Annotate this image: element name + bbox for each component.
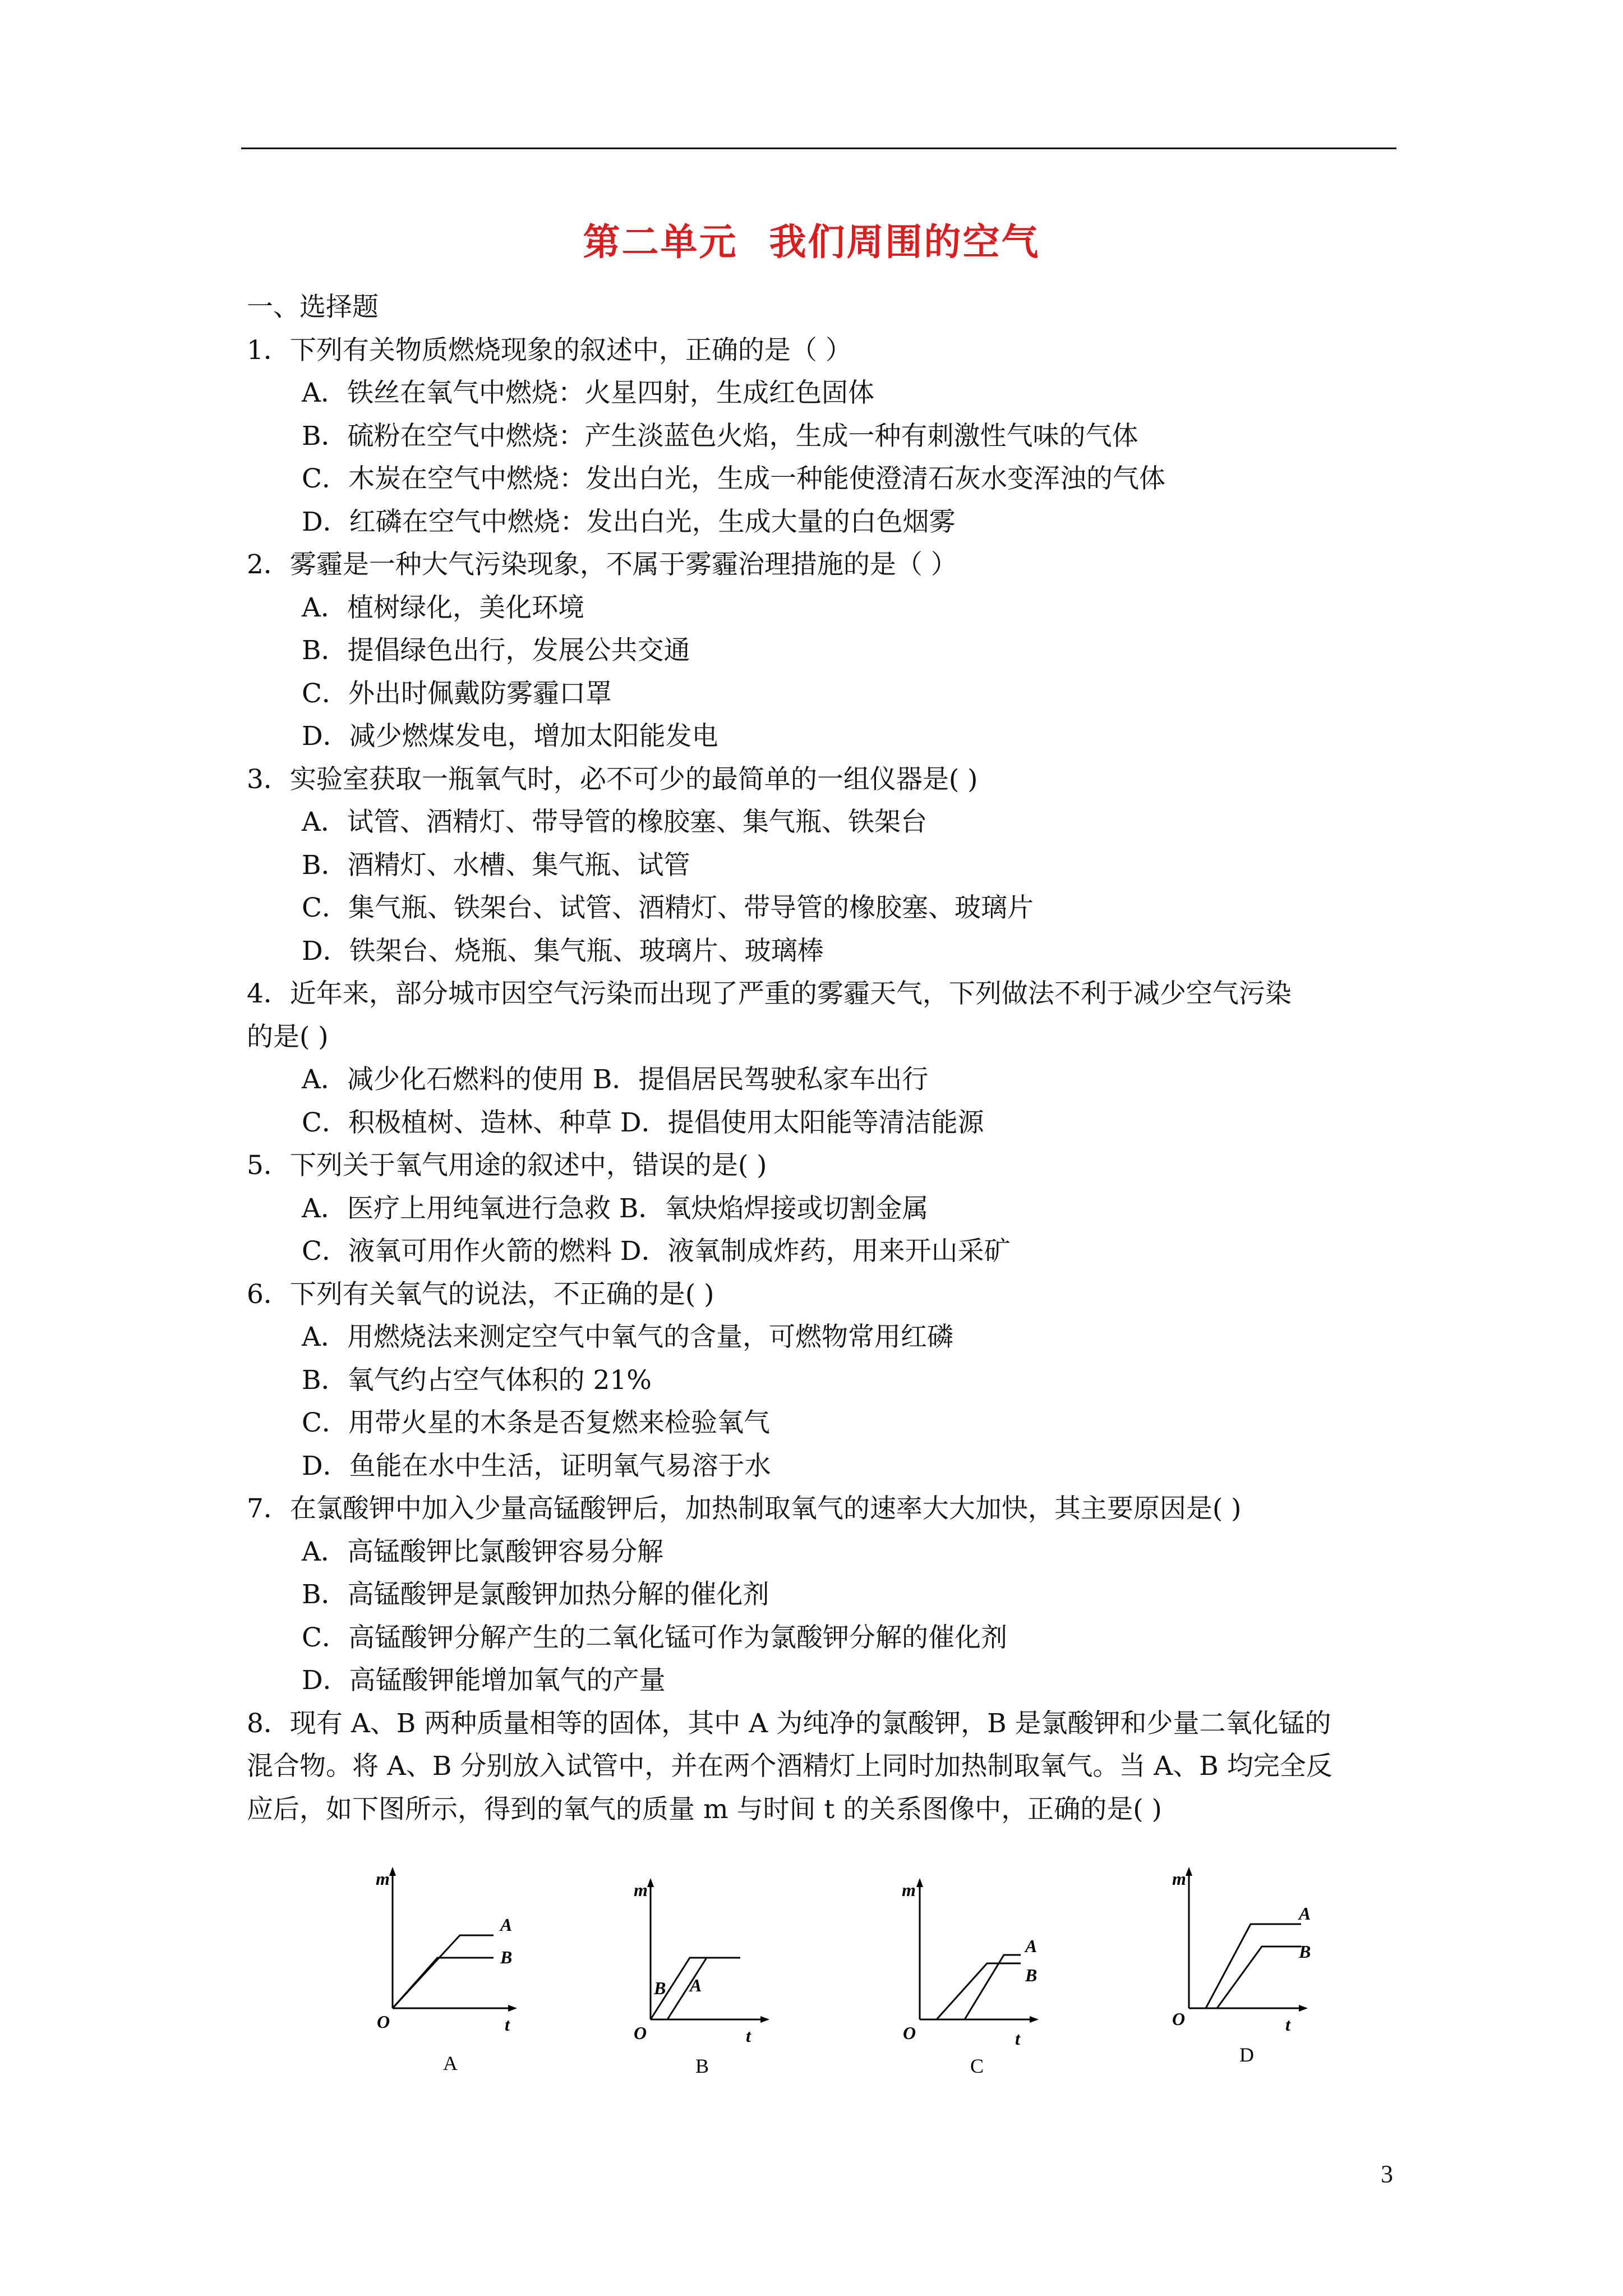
graph-d xyxy=(1133,1851,1312,2078)
option-ab: A．医疗上用纯氧进行急救 B．氧炔焰焊接或切割金属 xyxy=(302,1193,929,1224)
graph-caption: D xyxy=(1239,2044,1254,2066)
graph-d-plot xyxy=(1133,1851,1312,2076)
x-axis-label: t xyxy=(746,2026,751,2046)
series-label: B xyxy=(654,1978,666,1998)
header-rule xyxy=(241,148,1396,149)
option-c: C．高锰酸钾分解产生的二氧化锰可作为氯酸钾分解的催化剂 xyxy=(302,1622,1007,1653)
option-d: D．铁架台、烧瓶、集气瓶、玻璃片、玻璃棒 xyxy=(302,935,824,967)
series-label: B xyxy=(500,1947,513,1967)
question-stem: 2．雾霾是一种大气污染现象，不属于雾霾治理措施的是（ ） xyxy=(247,549,957,580)
series-label: B xyxy=(1299,1941,1311,1962)
option-a: A．铁丝在氧气中燃烧：火星四射，生成红色固体 xyxy=(302,378,874,408)
graph-c xyxy=(864,1851,1043,2078)
question-stem: 4．近年来，部分城市因空气污染而出现了严重的雾霾天气，下列做法不利于减少空气污染 xyxy=(247,978,1292,1009)
question-6 xyxy=(247,1273,1396,1488)
question-stem: 5．下列关于氧气用途的叙述中，错误的是( ) xyxy=(247,1150,767,1181)
question-stem: 3．实验室获取一瓶氧气时，必不可少的最简单的一组仪器是( ) xyxy=(247,763,978,795)
option-c: C．外出时佩戴防雾霾口罩 xyxy=(302,678,612,709)
origin-label: O xyxy=(1172,2009,1186,2029)
option-b: B．提倡绿色出行，发展公共交通 xyxy=(302,635,690,666)
question-1 xyxy=(247,329,1396,544)
graph-caption: B xyxy=(695,2055,709,2077)
option-c: C．集气瓶、铁架台、试管、酒精灯、带导管的橡胶塞、玻璃片 xyxy=(302,892,1034,923)
series-label: A xyxy=(500,1915,513,1935)
option-d: D．红磷在空气中燃烧：发出白光，生成大量的白色烟雾 xyxy=(302,506,956,537)
page-title: 第二单元 我们周围的空气 xyxy=(583,220,1040,264)
x-axis-label: t xyxy=(1015,2028,1020,2049)
question-stem-cont: 混合物。将 A、B 分别放入试管中，并在两个酒精灯上同时加热制取氧气。当 A、B 均完全反 xyxy=(247,1751,1332,1782)
x-axis-label: t xyxy=(505,2014,510,2035)
option-c: C．用带火星的木条是否复燃来检验氧气 xyxy=(302,1407,770,1438)
series-label: A xyxy=(1299,1903,1311,1924)
option-cd: C．液氧可用作火箭的燃料 D．液氧制成炸药，用来开山采矿 xyxy=(302,1236,1011,1267)
graph-b xyxy=(594,1851,774,2078)
question-8 xyxy=(247,1703,1396,1832)
question-7 xyxy=(247,1488,1396,1703)
option-b: B．硫粉在空气中燃烧：产生淡蓝色火焰，生成一种有刺激性气味的气体 xyxy=(302,420,1138,452)
option-cd: C．积极植树、造林、种草 D．提倡使用太阳能等清洁能源 xyxy=(302,1107,984,1138)
origin-label: O xyxy=(377,2012,390,2032)
page-number: 3 xyxy=(1381,2160,1393,2188)
question-2 xyxy=(247,544,1396,758)
question-stem-cont: 的是( ) xyxy=(247,1021,329,1052)
option-a: A．试管、酒精灯、带导管的橡胶塞、集气瓶、铁架台 xyxy=(302,807,927,838)
x-axis-label: t xyxy=(1285,2014,1290,2035)
option-c: C．木炭在空气中燃烧：发出白光，生成一种能使澄清石灰水变浑浊的气体 xyxy=(302,463,1165,494)
answer-graphs xyxy=(336,1851,1402,2087)
question-stem: 6．下列有关氧气的说法，不正确的是( ) xyxy=(247,1278,714,1310)
series-label: A xyxy=(690,1975,702,1995)
origin-label: O xyxy=(634,2023,647,2043)
question-list xyxy=(247,286,1396,1831)
y-axis-label: m xyxy=(634,1880,648,1900)
graph-a-plot xyxy=(336,1851,516,2076)
option-d: D．高锰酸钾能增加氧气的产量 xyxy=(302,1665,666,1696)
question-stem: 8．现有 A、B 两种质量相等的固体，其中 A 为纯净的氯酸钾，B 是氯酸钾和少量二氧化锰的 xyxy=(247,1708,1331,1739)
question-stem-cont: 应后，如下图所示，得到的氧气的质量 m 与时间 t 的关系图像中，正确的是( ) xyxy=(247,1793,1162,1825)
graph-caption: C xyxy=(970,2055,984,2077)
option-b: B．高锰酸钾是氯酸钾加热分解的催化剂 xyxy=(302,1579,769,1610)
question-3 xyxy=(247,758,1396,973)
section-heading: 一、选择题 xyxy=(247,292,379,323)
question-stem: 7．在氯酸钾中加入少量高锰酸钾后，加热制取氧气的速率大大加快，其主要原因是( ) xyxy=(247,1493,1242,1524)
graph-b-plot xyxy=(594,1851,774,2076)
graph-a xyxy=(336,1851,516,2078)
question-5 xyxy=(247,1144,1396,1273)
option-b: B．氧气约占空气体积的 21% xyxy=(302,1364,652,1396)
option-a: A．植树绿化，美化环境 xyxy=(302,592,584,623)
series-label: B xyxy=(1025,1965,1038,1985)
graph-c-plot xyxy=(864,1851,1043,2076)
series-label: A xyxy=(1025,1936,1038,1956)
question-4 xyxy=(247,973,1396,1144)
y-axis-label: m xyxy=(902,1880,916,1900)
y-axis-label: m xyxy=(376,1869,390,1889)
graph-caption: A xyxy=(443,2052,458,2074)
origin-label: O xyxy=(903,2023,916,2043)
option-ab: A．减少化石燃料的使用 B．提倡居民驾驶私家车出行 xyxy=(302,1064,929,1095)
option-a: A．高锰酸钾比氯酸钾容易分解 xyxy=(302,1536,663,1567)
question-stem: 1．下列有关物质燃烧现象的叙述中，正确的是（ ） xyxy=(247,334,852,366)
option-d: D．鱼能在水中生活，证明氧气易溶于水 xyxy=(302,1450,771,1481)
option-d: D．减少燃煤发电，增加太阳能发电 xyxy=(302,721,718,752)
y-axis-label: m xyxy=(1172,1869,1186,1889)
option-a: A．用燃烧法来测定空气中氧气的含量，可燃物常用红磷 xyxy=(302,1322,953,1352)
option-b: B．酒精灯、水槽、集气瓶、试管 xyxy=(302,849,690,881)
